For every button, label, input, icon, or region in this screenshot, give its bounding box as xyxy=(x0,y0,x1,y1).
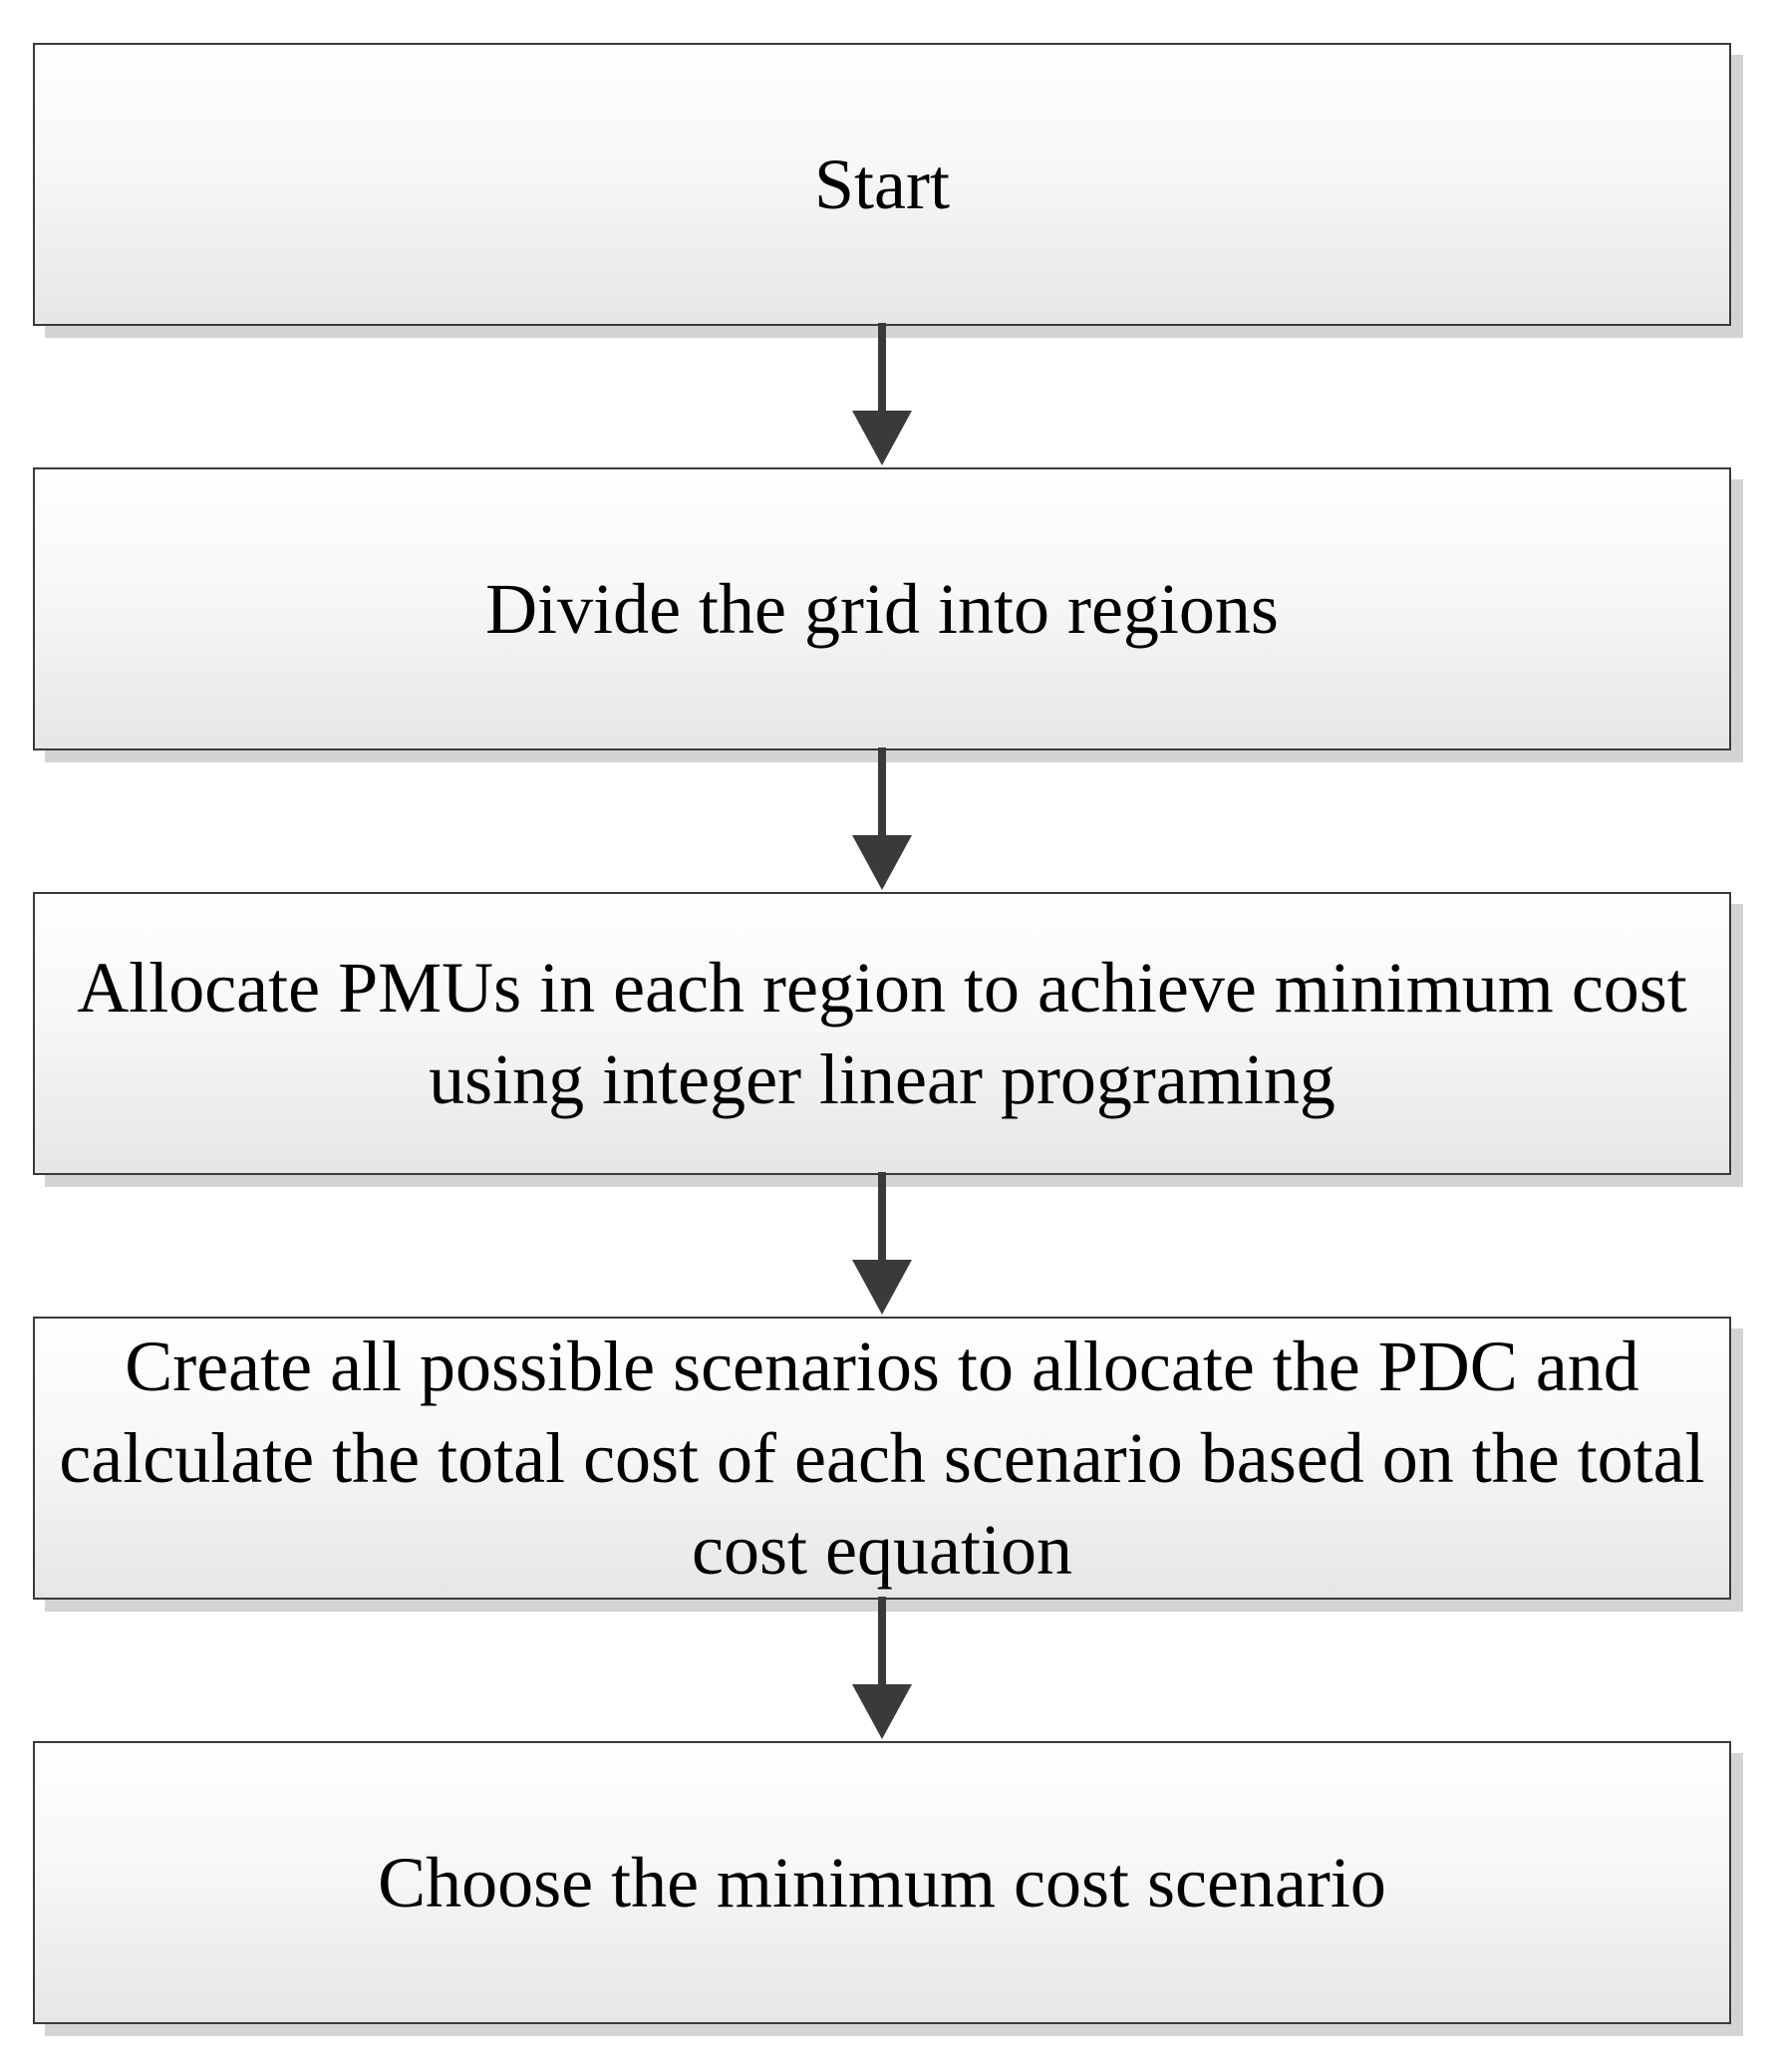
step-choose-minimum-box xyxy=(33,1741,1731,2024)
step-allocate-pmus-box xyxy=(33,892,1731,1175)
step-start-label: Start xyxy=(814,145,950,224)
arrow-down-icon xyxy=(849,1172,915,1317)
step-allocate-pmus-label: Allocate PMUs in each region to achieve minimum cost using integer linear programing xyxy=(77,948,1687,1119)
arrow-down-icon xyxy=(849,747,915,892)
step-divide-grid-label: Divide the grid into regions xyxy=(485,569,1279,649)
arrow-down-icon xyxy=(849,323,915,467)
step-create-scenarios-box xyxy=(33,1317,1731,1600)
arrow-down-icon xyxy=(849,1597,915,1741)
step-choose-minimum-label: Choose the minimum cost scenario xyxy=(378,1843,1386,1923)
step-divide-grid-box xyxy=(33,467,1731,750)
step-create-scenarios-label: Create all possible scenarios to allocate the PDC and calculate the total cost of each scenario based on the total cost equation xyxy=(59,1327,1705,1590)
step-start-box xyxy=(33,43,1731,326)
